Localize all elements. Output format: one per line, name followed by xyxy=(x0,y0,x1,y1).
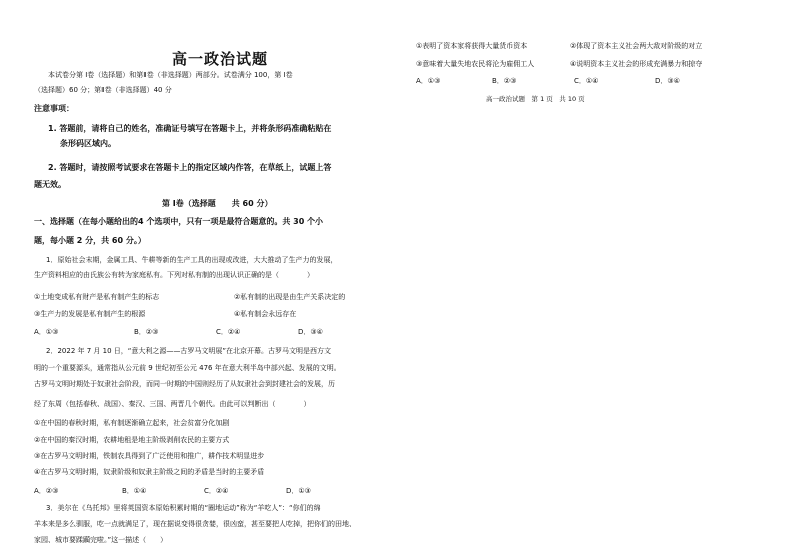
statement-option: ①在中国的春秋时期，私有制逐渐确立起来，社会贫富分化加剧 xyxy=(34,419,230,427)
statement-option: ③生产力的发展是私有制产生的根源 xyxy=(34,310,146,318)
answer-choice: A．②③ xyxy=(34,487,59,495)
answer-choice: B．②③ xyxy=(492,77,517,85)
question-text: 明的一个重要源头，通常指从公元前 9 世纪初至公元 476 年在意大利半岛中部兴起、发展的文明。 xyxy=(34,364,341,372)
answer-choice: D．③④ xyxy=(655,77,680,85)
section-heading: 题，每小题 2 分，共 60 分。） xyxy=(34,236,146,245)
statement-option: ②体现了资本主义社会两大敌对阶级的对立 xyxy=(570,42,703,50)
intro-line: （选择题）60 分；第Ⅱ卷（非选择题）40 分 xyxy=(34,86,172,94)
notice-item: 条形码区域内。 xyxy=(60,139,116,148)
statement-option: ④私有制会永远存在 xyxy=(234,310,297,318)
answer-choice: C．①④ xyxy=(574,77,599,85)
page-footer: 高一政治试题 第 1 页 共 10 页 xyxy=(486,95,585,103)
section-heading: 一、选择题（在每小题给出的4 个选项中，只有一项是最符合题意的。共 30 个小 xyxy=(34,217,324,226)
question-text: 1．原始社会末期，金属工具、牛耕等新的生产工具的出现或改进，大大推动了生产力的发展， xyxy=(46,256,338,264)
answer-choice: C．②④ xyxy=(216,328,241,336)
intro-line: 本试卷分第 Ⅰ卷（选择题）和第Ⅱ卷（非选择题）两部分。试卷满分 100，第 Ⅰ卷 xyxy=(48,71,293,79)
notice-title: 注意事项： xyxy=(34,104,74,113)
notice-item: 题无效。 xyxy=(34,180,66,189)
statement-option: ②在中国的秦汉时期，农耕地租是地主阶级剥削农民的主要方式 xyxy=(34,436,230,444)
statement-option: ④在古罗马文明时期，奴隶阶级和奴隶主阶级之间的矛盾是当时的主要矛盾 xyxy=(34,468,265,476)
question-text: 古罗马文明时期处于奴隶社会阶段，而同一时期的中国则经历了从奴隶社会到封建社会的发展，历 xyxy=(34,380,335,388)
question-text: 家园、城市要蹂躏完啦。”这一描述（ ） xyxy=(34,536,168,544)
answer-choice: B．②③ xyxy=(134,328,159,336)
statement-option: ③在古罗马文明时期，铁制农具得到了广泛使用和推广，耕作技术明显进步 xyxy=(34,452,265,460)
question-text: 3．美尔在《乌托邦》里将英国资本原始积累时期的“圈地运动”称为“羊吃人”：“你们的绵 xyxy=(46,504,321,512)
statement-option: ③意味着大量失地农民将沦为雇佣工人 xyxy=(416,60,535,68)
question-text: 经了东周（包括春秋、战国）、秦汉、三国、两晋几个朝代。由此可以判断出（ ） xyxy=(34,400,311,408)
part-heading: 第 Ⅰ卷（选择题 共 60 分） xyxy=(162,199,273,208)
notice-item: 2. 答题时，请按照考试要求在答题卡上的指定区域内作答，在草纸上，试题上答 xyxy=(48,163,332,172)
statement-option: ②私有制的出现是由生产关系决定的 xyxy=(234,293,346,301)
statement-option: ①表明了资本家将获得大量货币资本 xyxy=(416,42,528,50)
statement-option: ④说明资本主义社会的形成充满暴力和掠夺 xyxy=(570,60,703,68)
answer-choice: D．①③ xyxy=(286,487,311,495)
answer-choice: B．①④ xyxy=(122,487,147,495)
notice-item: 1. 答题前，请将自己的姓名，准确证号填写在答题卡上，并将条形码准确粘贴在 xyxy=(48,124,332,133)
statement-option: ①土地变成私有财产是私有制产生的标志 xyxy=(34,293,160,301)
page-title: 高一政治试题 xyxy=(172,50,269,68)
answer-choice: A．①③ xyxy=(34,328,59,336)
question-text: 羊本来是多么驯服，吃一点就满足了，现在据说变得很贪婪，很凶蛮，甚至要把人吃掉，把你们的田地、 xyxy=(34,520,356,528)
answer-choice: C．②④ xyxy=(204,487,229,495)
question-text: 生产资料相应的由氏族公有转为家庭私有。下列对私有制的出现认识正确的是（ ） xyxy=(34,271,314,279)
question-text: 2．2022 年 7 月 10 日，“意大利之源——古罗马文明展”在北京开幕。古罗马文明是西方文 xyxy=(46,347,332,355)
answer-choice: A．①③ xyxy=(416,77,441,85)
answer-choice: D．③④ xyxy=(298,328,323,336)
